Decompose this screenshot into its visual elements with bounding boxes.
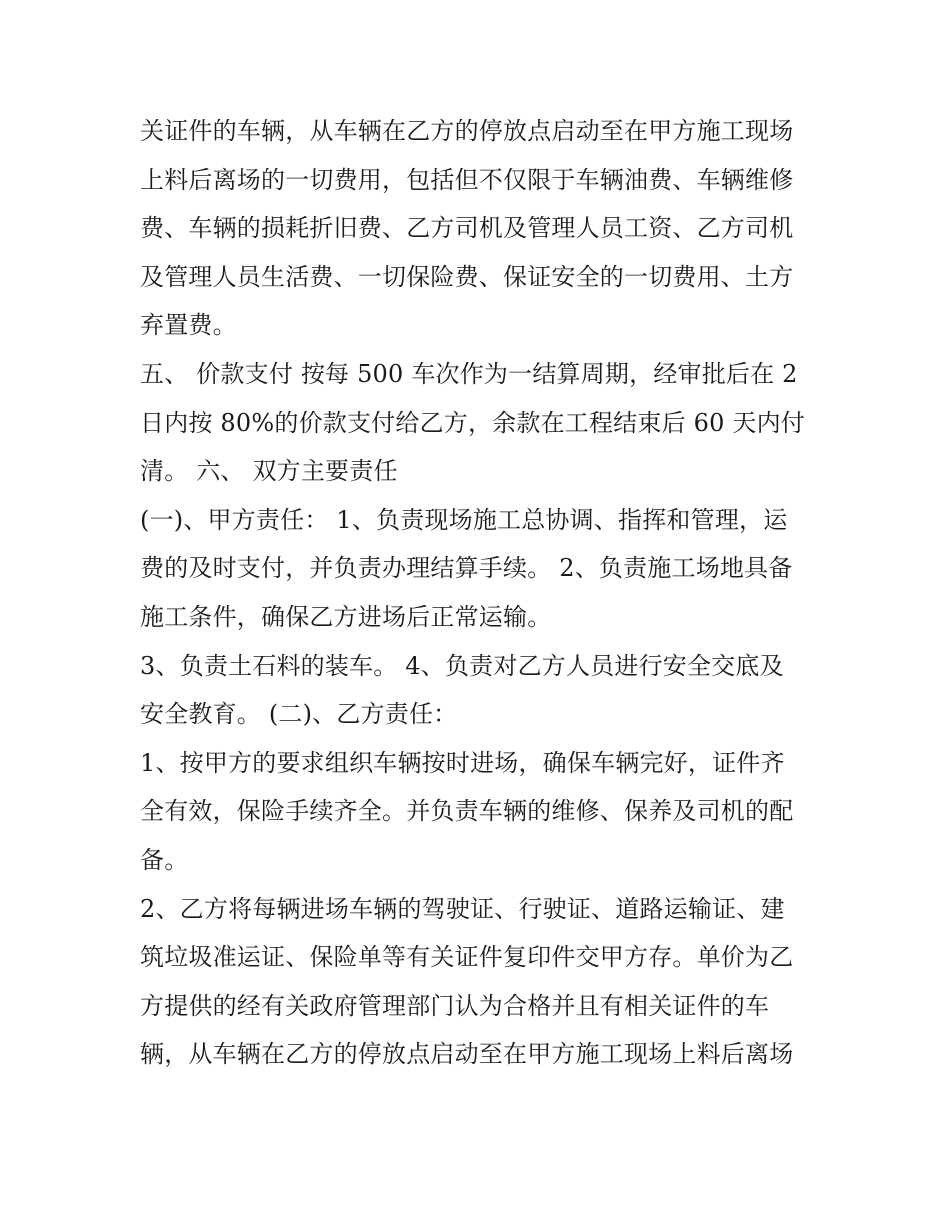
text-line: 辆，从车辆在乙方的停放点启动至在甲方施工现场上料后离场 <box>140 1040 794 1069</box>
text-line: 五、 价款支付 按每 500 车次作为一结算周期，经审批后在 2 <box>140 359 798 388</box>
document-body <box>140 107 820 1079</box>
text-line: 全有效，保险手续齐全。并负责车辆的维修、保养及司机的配 <box>140 797 794 826</box>
text-line: 及管理人员生活费、一切保险费、保证安全的一切费用、土方 <box>140 262 794 291</box>
text-line: 弃置费。 <box>140 311 237 340</box>
text-line: 1、按甲方的要求组织车辆按时进场，确保车辆完好，证件齐 <box>140 748 785 777</box>
text-line: 3、负责土石料的装车。 4、负责对乙方人员进行安全交底及 <box>140 651 784 680</box>
text-line: 备。 <box>140 845 189 874</box>
text-line: 施工条件，确保乙方进场后正常运输。 <box>140 602 552 631</box>
text-line: 安全教育。 (二)、乙方责任： <box>140 700 458 729</box>
text-line: (一)、甲方责任： 1、负责现场施工总协调、指挥和管理，运 <box>140 505 788 534</box>
text-line: 上料后离场的一切费用，包括但不仅限于车辆油费、车辆维修 <box>140 165 794 194</box>
text-line: 方提供的经有关政府管理部门认为合格并且有相关证件的车 <box>140 991 770 1020</box>
text-line: 费的及时支付，并负责办理结算手续。 2、负责施工场地具备 <box>140 554 793 583</box>
text-line: 清。 六、 双方主要责任 <box>140 457 398 486</box>
text-line: 费、车辆的损耗折旧费、乙方司机及管理人员工资、乙方司机 <box>140 214 794 243</box>
text-line: 关证件的车辆，从车辆在乙方的停放点启动至在甲方施工现场 <box>140 117 794 145</box>
text-line: 2、乙方将每辆进场车辆的驾驶证、行驶证、道路运输证、建 <box>140 894 785 923</box>
text-line: 日内按 80%的价款支付给乙方，余款在工程结束后 60 天内付 <box>140 408 805 437</box>
text-line: 筑垃圾准运证、保险单等有关证件复印件交甲方存。单价为乙 <box>140 943 794 972</box>
